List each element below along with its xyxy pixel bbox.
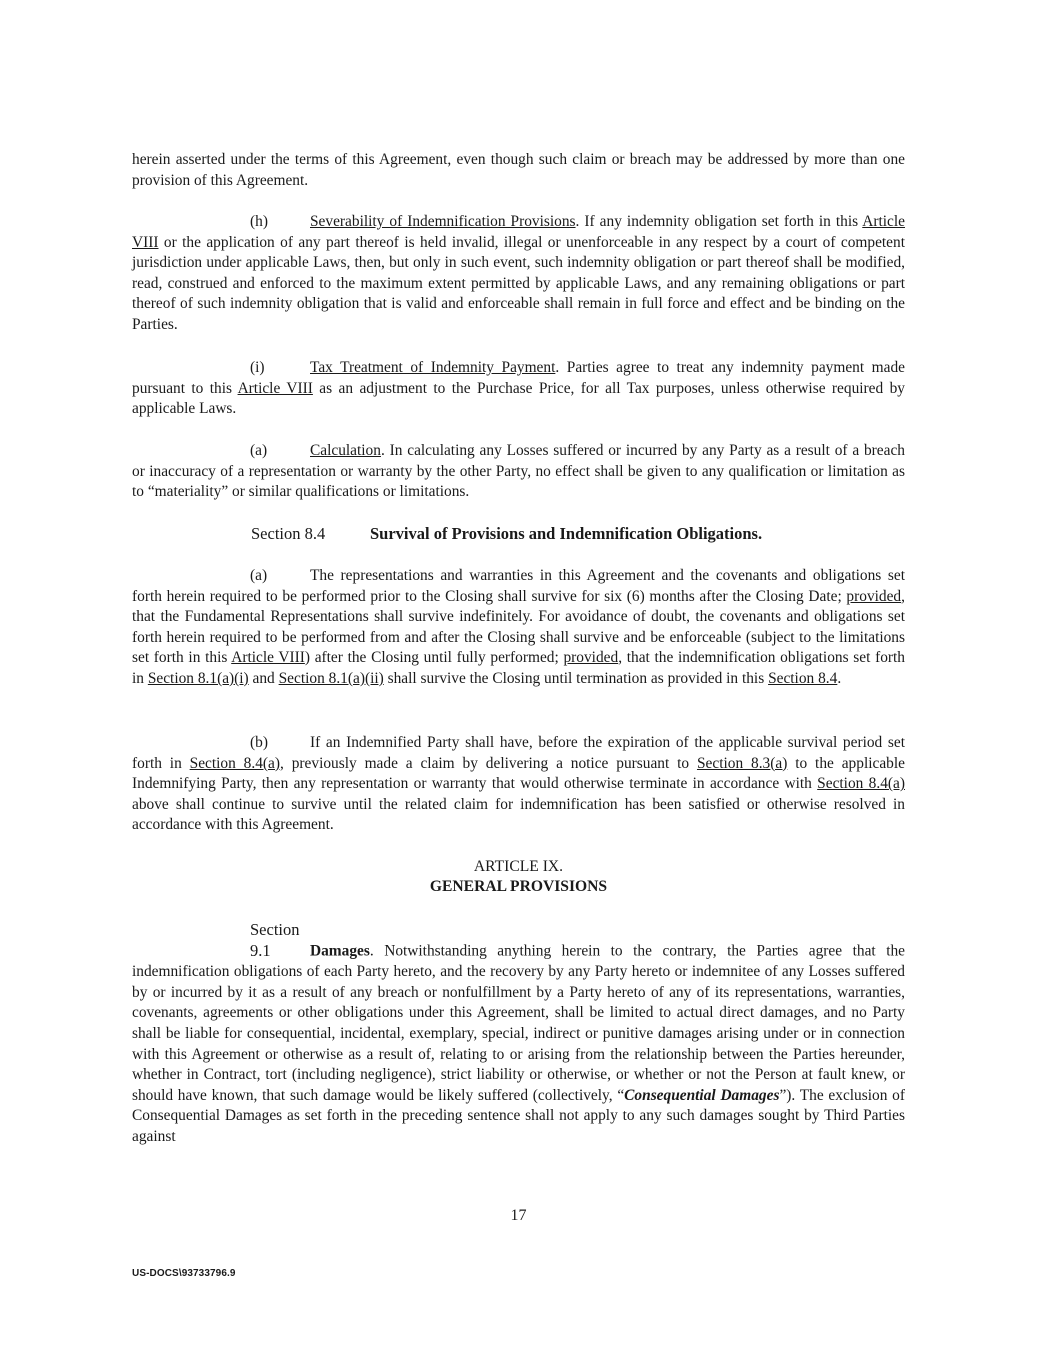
cross-reference: Section 8.1(a)(ii): [278, 669, 384, 687]
section-title: Damages: [310, 942, 370, 960]
document-id: US-DOCS\93733796.9: [132, 1268, 236, 1279]
clause-label: (b): [250, 734, 268, 751]
paragraph-continuation: herein asserted under the terms of this Agreement, even though such claim or breach may be addressed by more than one provision of this Agreement.: [132, 151, 905, 189]
defined-term: Consequential Damages: [624, 1086, 780, 1104]
article-title: GENERAL PROVISIONS: [429, 878, 608, 895]
clause-heading: Severability of Indemnification Provisions: [310, 213, 576, 230]
clause-label: (a): [250, 442, 268, 459]
cross-reference: Section 8.3(a): [696, 754, 788, 772]
section-number: Section 9.1: [250, 920, 300, 960]
clause-label: (i): [250, 359, 265, 376]
cross-reference: Article VIII: [132, 213, 905, 251]
cross-reference: Section 8.4: [768, 669, 838, 687]
paragraph-8-4-b: (b) If an Indemnified Party shall have, before the expiration of the applicable survival period set forth in Section 8.4(a), previously made a claim by delivering a notice pursuant to Section 8.3(a) to the applicable Indemnifying Party, then any representation or warranty that would otherwise terminate in accordance with Section 8.4(a) above shall continue to survive until the related claim for indemnification has been satisfied or otherwise resolved in accordance with this Agreement.: [132, 734, 905, 834]
paragraph-8-4-a: (a) The representations and warranties in this Agreement and the covenants and obligations set forth herein required to be performed prior to the Closing shall survive for six (6) months after the Closing Date; provided, that the Fundamental Representations shall survive indefinitely. For avoidance of doubt, the covenants and obligations set forth herein required to be performed from and after the Closing shall survive and be enforceable (subject to the limitations set forth in this Article VIII) after the Closing until fully performed; provided, that the indemnification obligations set forth in Section 8.1(a)(i) and Section 8.1(a)(ii) shall survive the Closing until termination as provided in this Section 8.4.: [132, 567, 906, 687]
section-number: Section 8.4: [251, 524, 326, 543]
section-8-4-heading: [251, 524, 762, 544]
clause-heading: Tax Treatment of Indemnity Payment: [310, 359, 556, 376]
cross-reference: Section 8.4(a): [189, 754, 280, 772]
clause-heading: Calculation: [310, 442, 381, 459]
paragraph-8-3-h: (h) Severability of Indemnification Provisions. If any indemnity obligation set forth in this Article VIII or the application of any part thereof is held invalid, illegal or unenforceable in any respect by a court of competent jurisdiction under applicable Laws, then, but only in such event, such indemnity obligation or part thereof shall be modified, read, construed and enforced to the maximum extent permitted by applicable Laws, and any remaining obligations or part thereof of such indemnity obligation that is valid and enforceable shall remain in full force and effect and be binding on the Parties.: [132, 213, 905, 333]
page-number: 17: [510, 1207, 527, 1224]
clause-label: (h): [250, 213, 268, 230]
cross-reference: Section 8.4(a): [817, 775, 905, 793]
paragraph-8-3-i: (i) Tax Treatment of Indemnity Payment. Parties agree to treat any indemnity payment made pursuant to this Article VIII as an adjustment to the Purchase Price, for all Tax purposes, unless otherwise required by applicable Laws.: [132, 359, 905, 418]
cross-reference: Section 8.1(a)(i): [147, 669, 249, 687]
clause-label: (a): [250, 567, 268, 584]
article-number: ARTICLE IX.: [473, 858, 564, 875]
paragraph-9-1: Section 9.1 Damages. Notwithstanding anything herein to the contrary, the Parties agree that the indemnification obligations of each Party hereto, and the recovery by any Party hereto or indemnitee of any Losses suffered by or incurred by it as a result of any breach or nonfulfillment by a Party hereto of any of its representations, warranties, covenants, agreements or other obligations under this Agreement, shall be limited to actual direct damages, and no Party shall be liable for consequential, incidental, exemplary, special, indirect or punitive damages arising under or in connection with this Agreement or otherwise as a result of, relating to or arising from the relationship between the Parties hereunder, whether in Contract, tort (including negligence), strict liability or otherwise, or whether or not the Person at fault knew, or should have known, that such damage would be likely suffered (collectively, “Consequential Damages”). The exclusion of Consequential Damages as set forth in the preceding sentence shall not apply to any such damages sought by Third Parties against: [132, 920, 905, 1145]
paragraph-calculation: (a) Calculation. In calculating any Losses suffered or incurred by any Party as a result of a breach or inaccuracy of a representation or warranty by the other Party, no effect shall be given to any qualification or limitation as to “materiality” or similar qualifications or limitations.: [132, 442, 905, 501]
section-title: Survival of Provisions and Indemnification Obligations.: [370, 524, 763, 543]
cross-reference: Article VIII: [231, 649, 305, 667]
cross-reference: Article VIII: [237, 379, 313, 397]
